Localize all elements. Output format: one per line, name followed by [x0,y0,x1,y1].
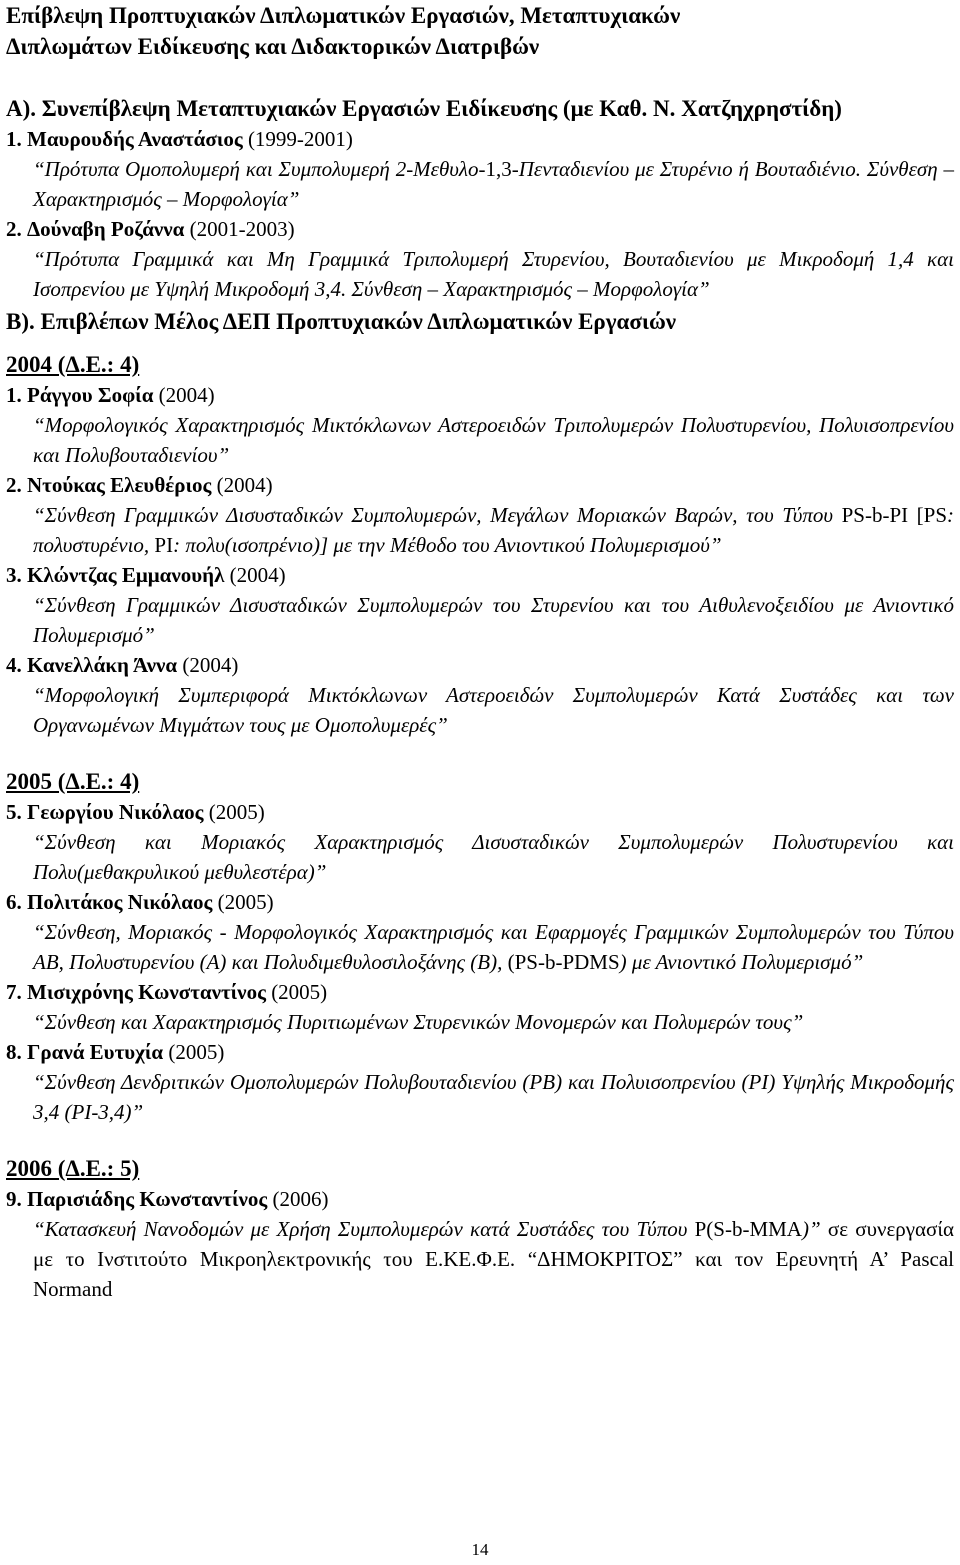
list-item [6,797,954,887]
entry-description-text: (PS-b-PDMS [507,950,620,974]
entry-description-text: P(S-b-MMA [694,1217,802,1241]
entry-description [33,244,954,304]
page-title-line-1: Επίβλεψη Προπτυχιακών Διπλωματικών Εργασιών, Μεταπτυχιακών [6,3,681,28]
entry-description-text: “Πρότυπα Ομοπολυμερή και Συμπολυμερή 2-Μεθυλο [33,157,479,181]
page-number: 14 [471,1540,489,1559]
entry-description [33,1007,954,1037]
entry-description-text: “Σύνθεση Γραμμικών Δισυσταδικών Συμπολυμερών του Στυρενίου και του Αιθυλενοξειδίου με Ανιοντικό Πολυμερισμό” [33,593,954,647]
section-a-list [6,124,954,304]
entry-heading [6,470,954,500]
entry-heading [6,124,954,154]
entry-description [33,1067,954,1127]
entry-number: 6. [6,890,22,914]
entry-heading [6,1037,954,1067]
entry-year: (2005) [271,980,328,1004]
entry-year: (2004) [158,383,215,407]
entry-number: 1. [6,383,22,407]
entry-description [33,154,954,214]
entry-name: Μαυρουδής Αναστάσιος [27,127,243,151]
entry-name: Κλώντζας Εμμανουήλ [27,563,225,587]
entry-heading [6,797,954,827]
entry-year: (2004) [216,473,273,497]
entry-heading [6,560,954,590]
entry-name: Παρισιάδης Κωνσταντίνος [27,1187,268,1211]
entry-description-text: “Σύνθεση Δενδριτικών Ομοπολυμερών Πολυβουταδιενίου (PB) και Πολυισοπρενίου (PI) Υψηλής Μικροδομής 3,4 (PI-3,4)” [33,1070,954,1124]
entry-heading [6,1184,954,1214]
page-title [6,0,954,62]
section-a-heading: Α). Συνεπίβλεψη Μεταπτυχιακών Εργασιών Ειδίκευσης (με Καθ. Ν. Χατζηχρηστίδη) [6,96,842,121]
entry-description [33,917,954,977]
entry-name: Ντούκας Ελευθέριος [27,473,212,497]
year-heading: 2004 (Δ.Ε.: 4) [6,352,140,377]
entry-description-text: : πολυστυρένιο, [33,503,954,557]
entry-number: 9. [6,1187,22,1211]
entry-year: (2006) [272,1187,329,1211]
entry-name: Γεωργίου Νικόλαος [27,800,204,824]
entry-description-text: PS-b-PI [PS [841,503,947,527]
entry-number: 8. [6,1040,22,1064]
list-item [6,1037,954,1127]
entry-year: (2004) [229,563,286,587]
entry-heading [6,977,954,1007]
list-item [6,560,954,650]
entry-name: Δούναβη Ροζάννα [27,217,185,241]
entry-name: Ράγγου Σοφία [27,383,154,407]
entry-name: Γρανά Ευτυχία [27,1040,164,1064]
entry-description [33,1214,954,1304]
entry-description-text: “Σύνθεση και Χαρακτηρισμός Πυριτιωμένων Στυρενικών Μονομερών και Πολυμερών τους” [33,1010,804,1034]
entry-description-text: “Σύνθεση, Μοριακός - Μορφολογικός Χαρακτηρισμός και Εφαρμογές Γραμμικών Συμπολυμερών του Τύπου ΑΒ, Πολυστυρενίου (Α) και Πολυδιμεθυλοσιλοξάνης (Β), [33,920,954,974]
list-item [6,977,954,1037]
entry-name: Μισιχρόνης Κωνσταντίνος [27,980,266,1004]
entry-number: 2. [6,473,22,497]
entry-number: 4. [6,653,22,677]
section-b-years [6,350,954,1304]
entry-description-text: “Μορφολογικός Χαρακτηρισμός Μικτόκλωνων Αστεροειδών Τριπολυμερών Πολυστυρενίου, Πολυισοπρενίου και Πολυβουταδιενίου” [33,413,954,467]
list-item [6,650,954,740]
entry-year: (2005) [217,890,274,914]
entry-description-text: PI [154,533,174,557]
entry-description-text: “Σύνθεση Γραμμικών Δισυσταδικών Συμπολυμερών, Μεγάλων Μοριακών Βαρών, του Τύπου [33,503,842,527]
entry-description-text: “Σύνθεση και Μοριακός Χαρακτηρισμός Δισυσταδικών Συμπολυμερών Πολυστυρενίου και Πολυ(μεθακρυλικού μεθυλεστέρα)” [33,830,954,884]
entry-description-text: σε συνεργασία με το Ινστιτούτο Μικροηλεκτρονικής του Ε.ΚΕ.Φ.Ε. “ΔΗΜΟΚΡΙΤΟΣ” και τον Ερευνητή Α’ Pascal Normand [33,1217,955,1301]
entry-number: 5. [6,800,22,824]
entry-description [33,500,954,560]
entry-year: (2005) [168,1040,225,1064]
entry-description-text: “Μορφολογική Συμπεριφορά Μικτόκλωνων Αστεροειδών Συμπολυμερών Κατά Συστάδες και των Οργανωμένων Μιγμάτων τους με Ομοπολυμερές” [33,683,954,737]
page-title-line-2: Διπλωμάτων Ειδίκευσης και Διδακτορικών Διατριβών [6,34,540,59]
entry-year: (2001-2003) [189,217,295,241]
list-item [6,887,954,977]
entry-heading [6,650,954,680]
list-item [6,470,954,560]
list-item [6,124,954,214]
list-item [6,1184,954,1304]
entry-name: Πολιτάκος Νικόλαος [27,890,213,914]
entry-description-text: : πολυ(ισοπρένιο)] με την Μέθοδο του Ανιοντικού Πολυμερισμού” [173,533,722,557]
entry-heading [6,887,954,917]
year-heading: 2006 (Δ.Ε.: 5) [6,1156,140,1181]
entry-name: Κανελλάκη Άννα [27,653,178,677]
entry-description-text: -1,3- [478,157,519,181]
year-heading: 2005 (Δ.Ε.: 4) [6,769,140,794]
list-item [6,214,954,304]
entry-number: 2. [6,217,22,241]
entry-year: (2004) [182,653,239,677]
entry-number: 1. [6,127,22,151]
entry-heading [6,380,954,410]
entry-description-text: “Πρότυπα Γραμμικά και Μη Γραμμικά Τριπολυμερή Στυρενίου, Βουταδιενίου με Μικροδομή 1,4 και Ισοπρενίου με Υψηλή Μικροδομή 3,4. Σύνθεση – Χαρακτηρισμός – Μορφολογία” [33,247,954,301]
section-b-heading: Β). Επιβλέπων Μέλος ΔΕΠ Προπτυχιακών Διπλωματικών Εργασιών [6,309,677,334]
entry-number: 7. [6,980,22,1004]
entry-number: 3. [6,563,22,587]
entry-description-text: )” [801,1217,821,1241]
entry-description-text: Πενταδιενίου με Στυρένιο ή Βουταδιένιο. Σύνθεση – Χαρακτηρισμός – Μορφολογία” [33,157,955,211]
entry-heading [6,214,954,244]
list-item [6,380,954,470]
entry-year: (1999-2001) [247,127,353,151]
entry-description-text: “Κατασκευή Νανοδομών με Χρήση Συμπολυμερών κατά Συστάδες του Τύπου [33,1217,695,1241]
entry-description [33,680,954,740]
entry-year: (2005) [208,800,265,824]
entry-description-text: ) με Ανιοντικό Πολυμερισμό” [619,950,864,974]
entry-description [33,590,954,650]
entry-description [33,827,954,887]
entry-description [33,410,954,470]
